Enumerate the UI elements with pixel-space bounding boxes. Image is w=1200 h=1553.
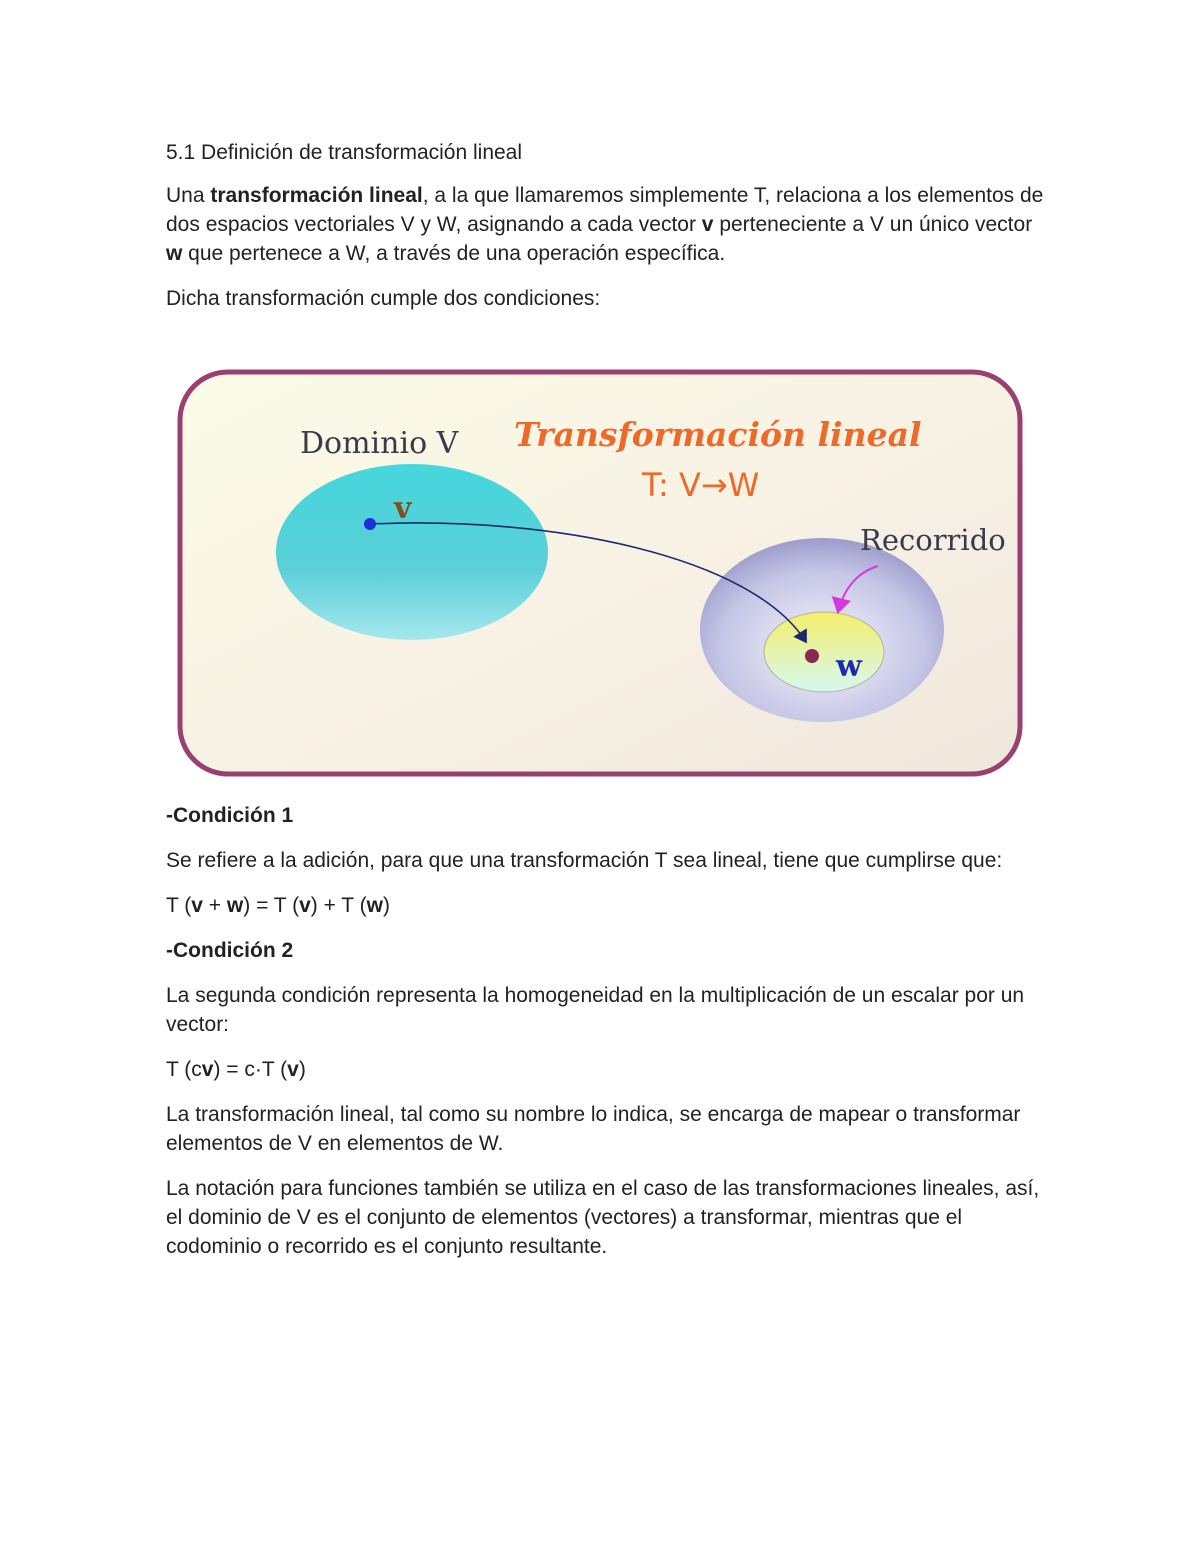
paragraph-mapping: La transformación lineal, tal como su nombre lo indica, se encarga de mapear o transformar elementos de V en elementos de W. bbox=[166, 1103, 1021, 1155]
formula1-part: T ( bbox=[166, 894, 192, 917]
document-body bbox=[166, 138, 1046, 329]
intro-text-4: que pertenece a W, a través de una operación específica. bbox=[182, 242, 726, 265]
range-ellipse bbox=[764, 612, 884, 692]
vector-w-label: w bbox=[836, 649, 862, 684]
conditions-intro: Dicha transformación cumple dos condiciones: bbox=[166, 287, 601, 310]
formula1-part: ) + T ( bbox=[310, 894, 367, 917]
condition2-title: -Condición 2 bbox=[166, 939, 294, 962]
intro-text-2: , a la que llamaremos simplemente T, relaciona a los elementos de dos espacios vectoriales V y W, asignando a cada vector bbox=[166, 184, 1044, 236]
diagram-svg bbox=[172, 366, 1028, 782]
intro-text-3: perteneciente a V un único vector bbox=[713, 213, 1033, 236]
condition1-formula bbox=[166, 891, 1046, 920]
diagram-title: Transformación lineal bbox=[514, 415, 922, 454]
intro-bold-term: transformación lineal bbox=[210, 184, 423, 207]
transformation-diagram bbox=[172, 366, 1028, 782]
formula1-v: v bbox=[191, 894, 203, 917]
formula2-part: ) bbox=[298, 1058, 306, 1081]
formula2-part: T (c bbox=[166, 1058, 202, 1081]
intro-paragraph bbox=[166, 181, 1046, 268]
condition1-title: -Condición 1 bbox=[166, 804, 294, 827]
paragraph-notation: La notación para funciones también se utiliza en el caso de las transformaciones lineales, así, el dominio de V es el conjunto de elementos (vectores) a transformar, mientras que el codominio o recorrido es el conjunto resultante. bbox=[166, 1177, 1040, 1258]
domain-label: Dominio V bbox=[300, 426, 459, 461]
formula1-part: ) = T ( bbox=[243, 894, 300, 917]
intro-text-1: Una bbox=[166, 184, 211, 207]
formula1-w: w bbox=[366, 894, 383, 917]
domain-ellipse bbox=[276, 464, 548, 640]
condition1-text: Se refiere a la adición, para que una transformación T sea lineal, tiene que cumplirse que: bbox=[166, 849, 1003, 872]
vector-v-label: v bbox=[394, 491, 412, 526]
formula1-part: + bbox=[202, 894, 227, 917]
range-label: Recorrido bbox=[860, 523, 1006, 557]
conditions-section bbox=[166, 801, 1046, 1277]
mapping-label: T: V→W bbox=[642, 466, 760, 504]
formula1-w: w bbox=[226, 894, 244, 917]
section-title: 5.1 Definición de transformación lineal bbox=[166, 141, 523, 164]
vector-v-point bbox=[364, 518, 376, 530]
formula2-part: ) = c·T ( bbox=[213, 1058, 288, 1081]
condition2-formula bbox=[166, 1055, 1046, 1084]
condition2-text: La segunda condición representa la homogeneidad en la multiplicación de un escalar por un vector: bbox=[166, 984, 1025, 1036]
vector-w-point bbox=[805, 649, 819, 663]
intro-bold-v: v bbox=[701, 213, 714, 236]
formula1-part: ) bbox=[382, 894, 390, 917]
formula2-v: v bbox=[201, 1058, 214, 1081]
formula1-v: v bbox=[299, 894, 311, 917]
formula2-v: v bbox=[287, 1058, 299, 1081]
intro-bold-w: w bbox=[166, 242, 183, 265]
